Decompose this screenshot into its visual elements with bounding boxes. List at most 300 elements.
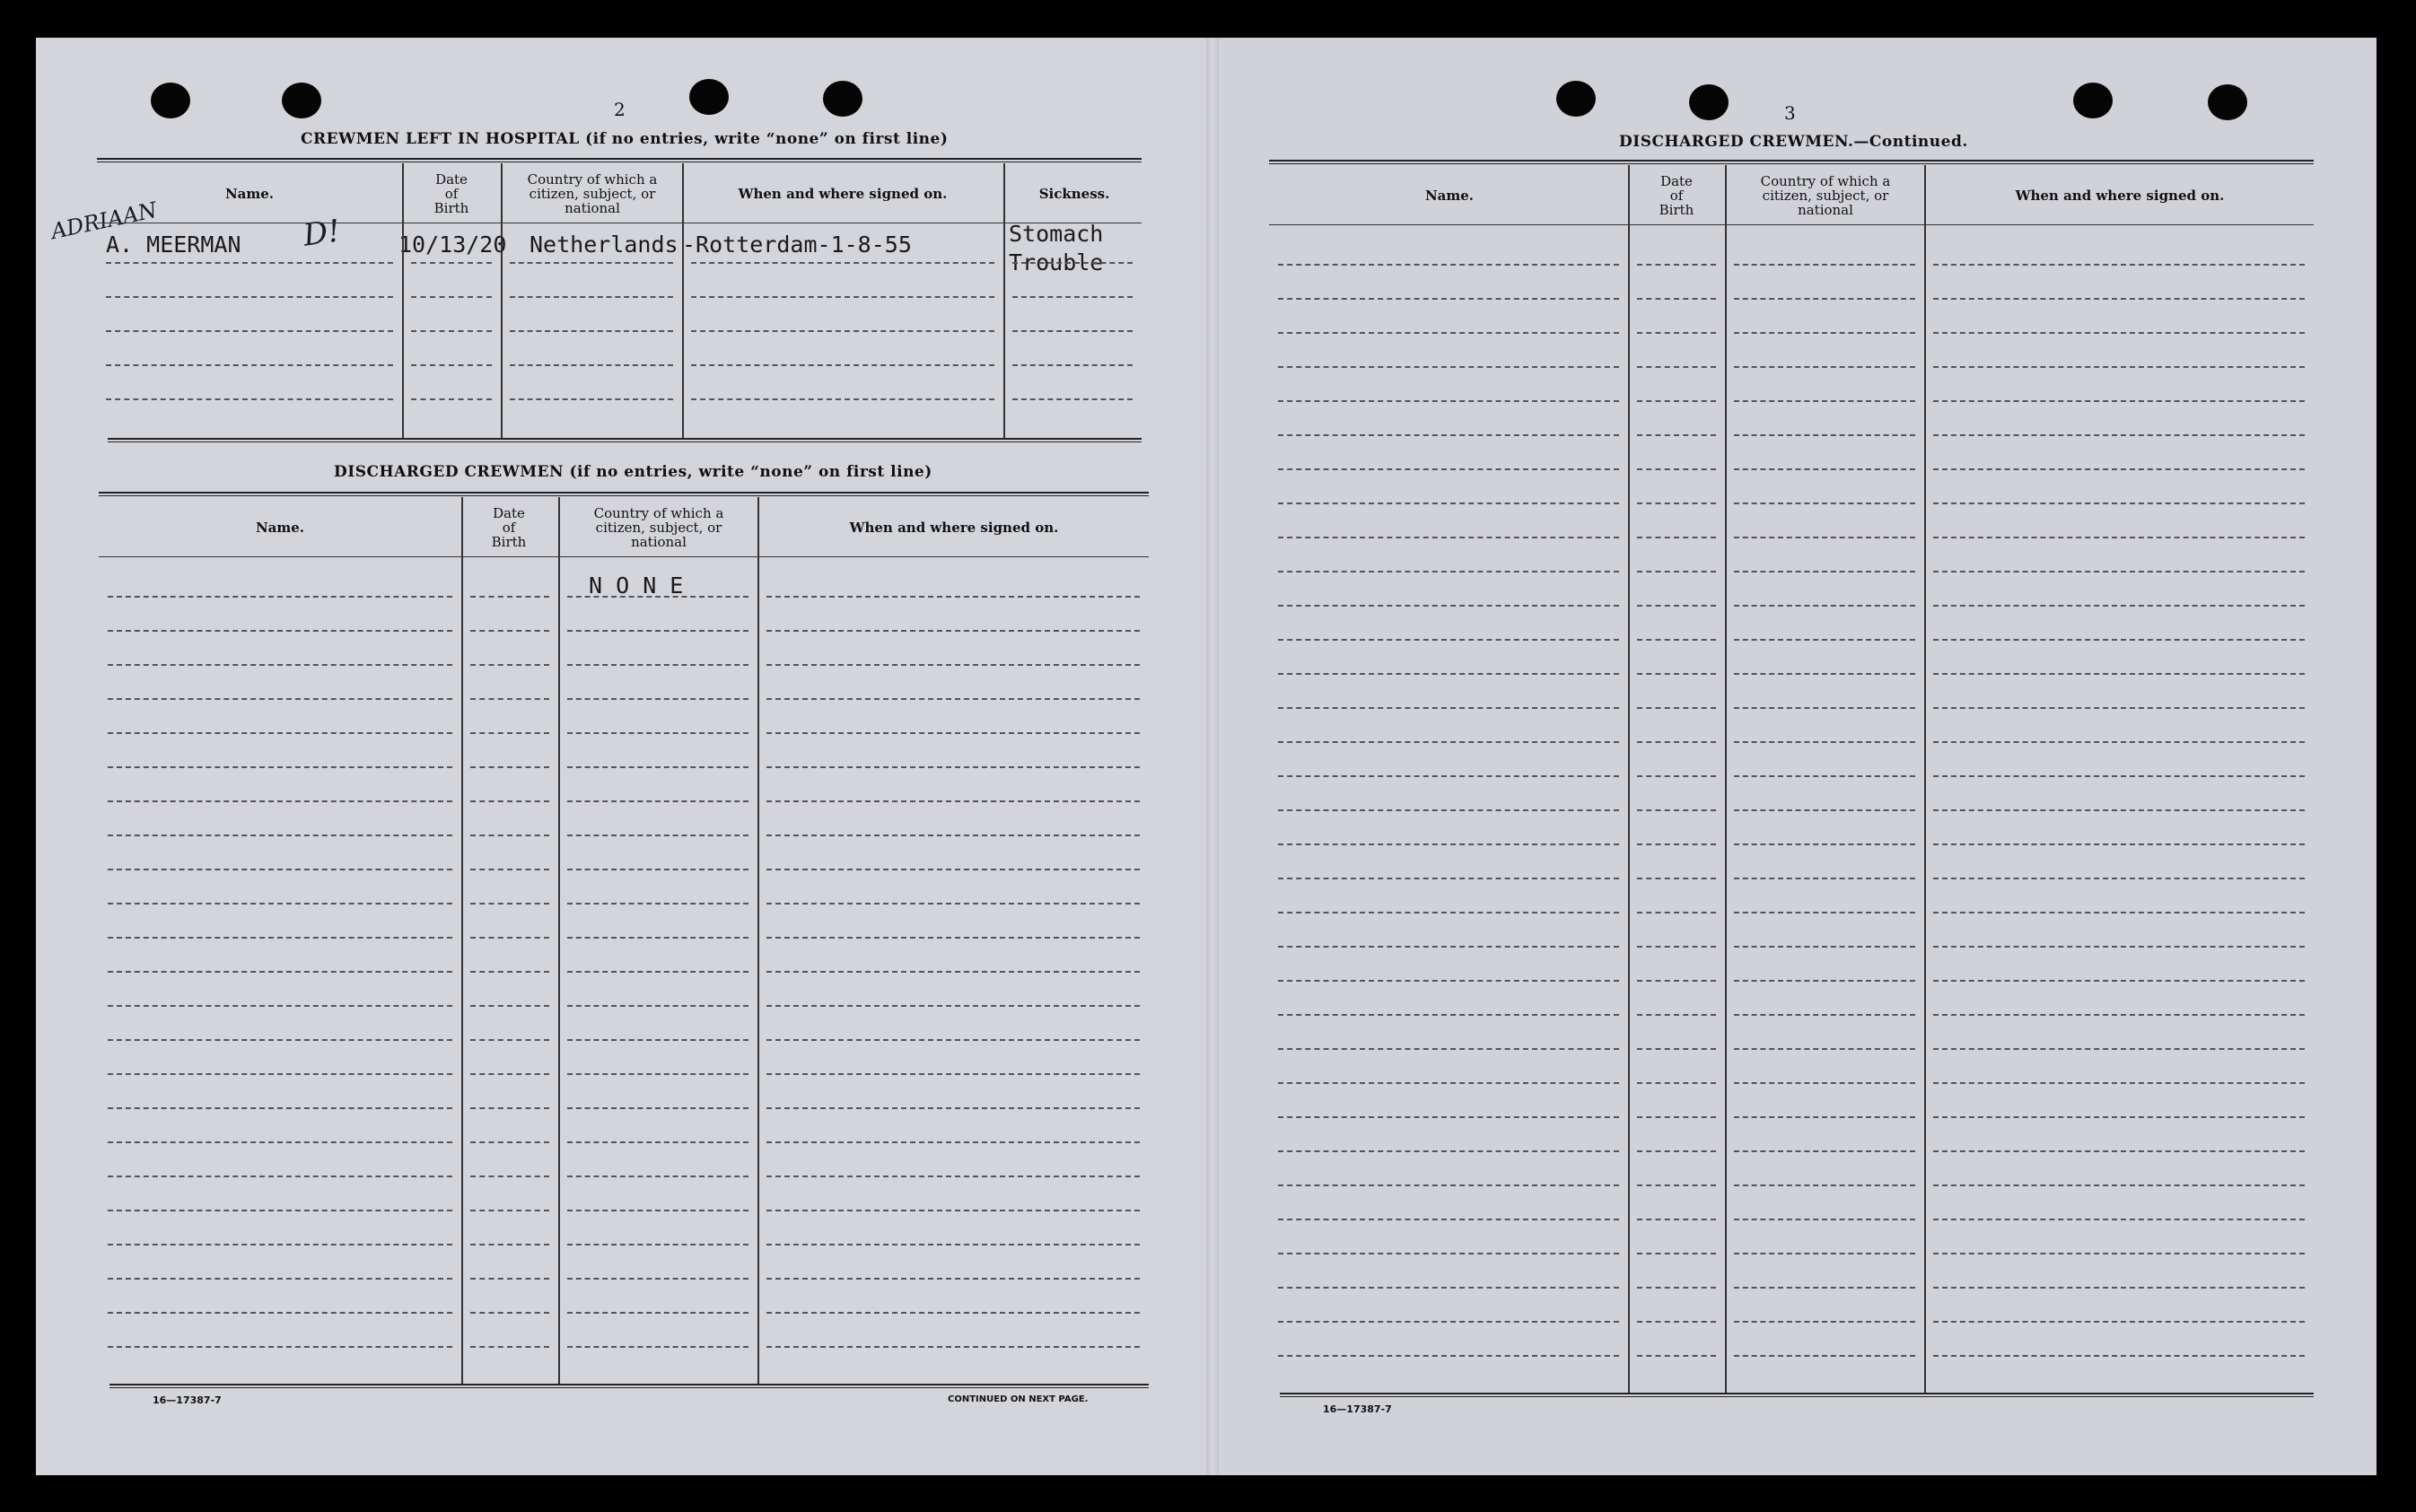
ruled-line bbox=[1734, 468, 1915, 470]
ruled-line bbox=[411, 330, 492, 332]
ruled-line bbox=[1734, 673, 1915, 675]
ruled-line bbox=[1734, 1321, 1915, 1323]
ruled-line bbox=[1637, 1014, 1716, 1016]
column-header-signed-on: When and where signed on. bbox=[2015, 188, 2225, 204]
ruled-line bbox=[510, 296, 673, 298]
ruled-line bbox=[106, 330, 393, 332]
ruled-line bbox=[567, 596, 748, 598]
column-divider bbox=[1628, 165, 1630, 1393]
ruled-line bbox=[567, 732, 748, 734]
ruled-line bbox=[1933, 1014, 2305, 1016]
ruled-line bbox=[108, 1107, 452, 1109]
ruled-line bbox=[470, 664, 549, 666]
punch-hole bbox=[2208, 84, 2247, 120]
ruled-line bbox=[1637, 298, 1716, 300]
ruled-line bbox=[1734, 946, 1915, 948]
ruled-line bbox=[691, 296, 994, 298]
dob-line: Birth bbox=[433, 200, 469, 216]
ruled-line bbox=[1933, 503, 2305, 504]
ruled-line bbox=[1933, 1150, 2305, 1152]
ruled-line bbox=[1278, 673, 1619, 675]
ruled-line bbox=[1734, 878, 1915, 879]
ruled-line bbox=[567, 903, 748, 905]
ruled-line bbox=[108, 664, 452, 666]
column-header-name: Name. bbox=[1424, 188, 1475, 204]
ruled-line bbox=[1278, 332, 1619, 334]
punch-hole bbox=[1689, 84, 1729, 120]
ruled-line bbox=[1278, 605, 1619, 607]
ruled-line bbox=[691, 330, 994, 332]
ruled-line bbox=[510, 398, 673, 400]
ruled-line bbox=[1734, 809, 1915, 811]
ruled-line bbox=[106, 364, 393, 366]
ruled-line bbox=[567, 1005, 748, 1007]
column-header-dob bbox=[402, 165, 501, 223]
ruled-line bbox=[1637, 1321, 1716, 1323]
ruled-line bbox=[470, 971, 549, 973]
ruled-line bbox=[1278, 298, 1619, 300]
ruled-line bbox=[1637, 400, 1716, 402]
ruled-line bbox=[1637, 605, 1716, 607]
ruled-line bbox=[1278, 1184, 1619, 1186]
ruled-line bbox=[1933, 468, 2305, 470]
ruled-line bbox=[470, 835, 549, 836]
ruled-line bbox=[766, 1039, 1140, 1041]
ruled-line bbox=[1637, 775, 1716, 777]
right-section-title: DISCHARGED CREWMEN.—Continued. bbox=[1619, 133, 1968, 151]
ruled-line bbox=[567, 766, 748, 768]
ruled-line bbox=[766, 1176, 1140, 1177]
ruled-line bbox=[1012, 364, 1133, 366]
ruled-line bbox=[1637, 946, 1716, 948]
ruled-line bbox=[1278, 775, 1619, 777]
punch-hole bbox=[282, 83, 321, 118]
ruled-line bbox=[766, 800, 1140, 802]
ruled-line bbox=[691, 398, 994, 400]
punch-hole bbox=[151, 83, 190, 118]
ruled-line bbox=[470, 766, 549, 768]
ruled-line bbox=[1734, 264, 1915, 266]
ruled-line bbox=[1637, 741, 1716, 743]
ruled-line bbox=[567, 869, 748, 870]
ruled-line bbox=[1278, 1219, 1619, 1220]
punch-hole bbox=[2073, 83, 2113, 118]
ruled-line bbox=[108, 903, 452, 905]
ruled-line bbox=[1278, 264, 1619, 266]
ruled-line bbox=[1734, 605, 1915, 607]
ruled-line bbox=[470, 1210, 549, 1211]
dob-line: Date bbox=[1660, 173, 1693, 189]
dob-line: Birth bbox=[1659, 202, 1694, 218]
ruled-line bbox=[766, 766, 1140, 768]
ruled-line bbox=[1278, 912, 1619, 913]
ruled-line bbox=[1012, 296, 1133, 298]
ruled-line bbox=[1278, 1287, 1619, 1289]
dob-line: Birth bbox=[491, 534, 527, 550]
ruled-line bbox=[411, 364, 492, 366]
ruled-line bbox=[470, 1073, 549, 1075]
ruled-line bbox=[1278, 468, 1619, 470]
ruled-line bbox=[1734, 843, 1915, 845]
ruled-line bbox=[1278, 980, 1619, 982]
ruled-line bbox=[106, 296, 393, 298]
ruled-line bbox=[1933, 366, 2305, 368]
ruled-line bbox=[1933, 980, 2305, 982]
dob-line: of bbox=[502, 520, 516, 536]
punch-hole bbox=[689, 79, 729, 115]
ruled-line bbox=[1734, 503, 1915, 504]
ruled-line bbox=[470, 630, 549, 632]
ruled-line bbox=[1637, 503, 1716, 504]
ruled-line bbox=[567, 1278, 748, 1280]
table-top-rule bbox=[97, 158, 1142, 162]
crewman-dob: 10/13/20 bbox=[398, 232, 507, 258]
ruled-line bbox=[108, 835, 452, 836]
ruled-line bbox=[567, 698, 748, 700]
ruled-line bbox=[1637, 1184, 1716, 1186]
ruled-line bbox=[567, 971, 748, 973]
ruled-line bbox=[1637, 707, 1716, 709]
ruled-line bbox=[1933, 332, 2305, 334]
ruled-line bbox=[108, 800, 452, 802]
ruled-line bbox=[108, 698, 452, 700]
ruled-line bbox=[106, 262, 393, 264]
country-line: Country of which a bbox=[1760, 173, 1891, 189]
ruled-line bbox=[1637, 1287, 1716, 1289]
ruled-line bbox=[1734, 1082, 1915, 1084]
ruled-line bbox=[567, 1073, 748, 1075]
ruled-line bbox=[567, 1039, 748, 1041]
country-line: citizen, subject, or bbox=[595, 520, 722, 536]
ruled-line bbox=[470, 903, 549, 905]
handwritten-first-name: ADRIAAN bbox=[48, 197, 160, 245]
discharged-section-title: DISCHARGED CREWMEN (if no entries, write “none” on first line) bbox=[334, 463, 932, 481]
ruled-line bbox=[1933, 1048, 2305, 1050]
ruled-line bbox=[1278, 843, 1619, 845]
ruled-line bbox=[691, 262, 994, 264]
column-divider bbox=[1725, 165, 1727, 1393]
ruled-line bbox=[470, 1141, 549, 1143]
ruled-line bbox=[1637, 639, 1716, 641]
ruled-line bbox=[1734, 707, 1915, 709]
ruled-line bbox=[567, 1141, 748, 1143]
ruled-line bbox=[1933, 1116, 2305, 1118]
dob-line: of bbox=[444, 186, 459, 202]
ruled-line bbox=[510, 364, 673, 366]
ruled-line bbox=[108, 971, 452, 973]
ruled-line bbox=[1637, 332, 1716, 334]
dob-line: Date bbox=[435, 171, 468, 188]
ruled-line bbox=[1278, 1253, 1619, 1254]
column-header-signed-on: When and where signed on. bbox=[849, 520, 1059, 536]
ruled-line bbox=[1278, 571, 1619, 572]
ruled-line bbox=[1637, 366, 1716, 368]
ruled-line bbox=[108, 1312, 452, 1314]
ruled-line bbox=[1734, 434, 1915, 436]
country-line: national bbox=[1798, 202, 1853, 218]
column-header-name: Name. bbox=[224, 186, 275, 202]
ruled-line bbox=[1278, 1321, 1619, 1323]
ruled-line bbox=[470, 800, 549, 802]
column-header-sickness: Sickness. bbox=[1038, 186, 1110, 202]
ruled-line bbox=[470, 1278, 549, 1280]
ruled-line bbox=[1278, 639, 1619, 641]
ruled-line bbox=[1933, 707, 2305, 709]
ruled-line bbox=[1734, 1355, 1915, 1357]
ruled-line bbox=[1637, 673, 1716, 675]
ruled-line bbox=[766, 1107, 1140, 1109]
ruled-line bbox=[1933, 298, 2305, 300]
ruled-line bbox=[108, 1005, 452, 1007]
ruled-line bbox=[766, 971, 1140, 973]
ruled-line bbox=[1637, 1116, 1716, 1118]
ruled-line bbox=[766, 937, 1140, 939]
ruled-line bbox=[108, 1176, 452, 1177]
ruled-line bbox=[1012, 262, 1133, 264]
ruled-line bbox=[766, 903, 1140, 905]
ruled-line bbox=[1933, 400, 2305, 402]
ruled-line bbox=[766, 1278, 1140, 1280]
ruled-line bbox=[470, 1312, 549, 1314]
form-number: 16—17387-7 bbox=[1323, 1403, 1392, 1415]
ruled-line bbox=[470, 596, 549, 598]
ruled-line bbox=[1278, 1048, 1619, 1050]
ruled-line bbox=[1933, 264, 2305, 266]
crewman-name: A. MEERMAN bbox=[106, 232, 241, 258]
ruled-line bbox=[108, 1141, 452, 1143]
ruled-line bbox=[1734, 537, 1915, 538]
ruled-line bbox=[766, 1073, 1140, 1075]
page-number: 2 bbox=[614, 99, 626, 120]
ruled-line bbox=[1637, 1219, 1716, 1220]
ruled-line bbox=[108, 732, 452, 734]
form-number: 16—17387-7 bbox=[153, 1394, 222, 1406]
ruled-line bbox=[411, 398, 492, 400]
ruled-line bbox=[1637, 571, 1716, 572]
ruled-line bbox=[1637, 1048, 1716, 1050]
ruled-line bbox=[1637, 264, 1716, 266]
country-line: national bbox=[565, 200, 620, 216]
ruled-line bbox=[470, 1107, 549, 1109]
ruled-line bbox=[1933, 809, 2305, 811]
ruled-line bbox=[567, 630, 748, 632]
ruled-line bbox=[1278, 741, 1619, 743]
ruled-line bbox=[108, 1346, 452, 1348]
ruled-line bbox=[1734, 1219, 1915, 1220]
ruled-line bbox=[1734, 298, 1915, 300]
ruled-line bbox=[470, 869, 549, 870]
ruled-line bbox=[1637, 1082, 1716, 1084]
handwritten-mark: D! bbox=[301, 213, 343, 254]
country-line: citizen, subject, or bbox=[1762, 188, 1889, 204]
ruled-line bbox=[1933, 1082, 2305, 1084]
ruled-line bbox=[766, 664, 1140, 666]
ruled-line bbox=[411, 296, 492, 298]
ruled-line bbox=[691, 364, 994, 366]
ruled-line bbox=[1734, 639, 1915, 641]
country-line: Country of which a bbox=[527, 171, 658, 188]
column-divider bbox=[558, 497, 560, 1384]
crewman-signed-on: -Rotterdam-1-8-55 bbox=[682, 232, 912, 258]
ruled-line bbox=[1278, 434, 1619, 436]
ruled-line bbox=[1637, 537, 1716, 538]
ruled-line bbox=[1278, 1082, 1619, 1084]
right-page bbox=[1212, 38, 2377, 1475]
ruled-line bbox=[567, 1346, 748, 1348]
ruled-line bbox=[1734, 571, 1915, 572]
header-rule bbox=[99, 556, 1149, 557]
ruled-line bbox=[1933, 571, 2305, 572]
ruled-line bbox=[1278, 946, 1619, 948]
ruled-line bbox=[766, 732, 1140, 734]
ruled-line bbox=[1278, 503, 1619, 504]
column-divider bbox=[501, 163, 503, 438]
ruled-line bbox=[766, 1210, 1140, 1211]
crewman-sickness: Stomach bbox=[1009, 221, 1104, 247]
ruled-line bbox=[1637, 1253, 1716, 1254]
ruled-line bbox=[766, 698, 1140, 700]
ruled-line bbox=[1278, 1355, 1619, 1357]
ruled-line bbox=[567, 835, 748, 836]
ruled-line bbox=[1734, 912, 1915, 913]
table-top-rule bbox=[1269, 160, 2314, 164]
page-gutter bbox=[1206, 38, 1219, 1475]
ruled-line bbox=[108, 1278, 452, 1280]
ruled-line bbox=[1734, 1253, 1915, 1254]
column-divider bbox=[1924, 165, 1926, 1393]
ruled-line bbox=[567, 1107, 748, 1109]
punch-hole bbox=[823, 81, 862, 117]
ruled-line bbox=[1637, 1355, 1716, 1357]
ruled-line bbox=[106, 398, 393, 400]
column-header-dob bbox=[461, 499, 556, 556]
column-header-dob bbox=[1630, 167, 1723, 224]
ruled-line bbox=[1278, 400, 1619, 402]
ruled-line bbox=[1933, 605, 2305, 607]
ruled-line bbox=[1637, 809, 1716, 811]
ruled-line bbox=[1012, 330, 1133, 332]
ruled-line bbox=[1278, 1150, 1619, 1152]
dob-line: of bbox=[1669, 188, 1684, 204]
column-divider bbox=[682, 163, 684, 438]
table-bottom-rule bbox=[1280, 1393, 2314, 1397]
ruled-line bbox=[470, 1176, 549, 1177]
ruled-line bbox=[766, 869, 1140, 870]
country-line: national bbox=[631, 534, 687, 550]
ruled-line bbox=[1637, 912, 1716, 913]
ruled-line bbox=[510, 330, 673, 332]
ruled-line bbox=[1734, 741, 1915, 743]
dob-line: Date bbox=[493, 505, 525, 521]
ruled-line bbox=[1278, 537, 1619, 538]
ruled-line bbox=[108, 937, 452, 939]
ruled-line bbox=[567, 664, 748, 666]
ruled-line bbox=[1734, 1184, 1915, 1186]
ruled-line bbox=[1734, 775, 1915, 777]
ruled-line bbox=[1278, 1116, 1619, 1118]
ruled-line bbox=[470, 1346, 549, 1348]
ruled-line bbox=[1734, 332, 1915, 334]
table-bottom-rule bbox=[109, 1384, 1149, 1388]
ruled-line bbox=[411, 262, 492, 264]
ruled-line bbox=[1734, 1287, 1915, 1289]
column-divider bbox=[757, 497, 759, 1384]
ruled-line bbox=[108, 1039, 452, 1041]
ruled-line bbox=[1278, 366, 1619, 368]
column-divider bbox=[461, 497, 463, 1384]
ruled-line bbox=[1278, 1014, 1619, 1016]
ruled-line bbox=[766, 1141, 1140, 1143]
ruled-line bbox=[766, 596, 1140, 598]
ruled-line bbox=[1933, 775, 2305, 777]
column-header-country bbox=[1727, 167, 1924, 224]
ruled-line bbox=[1637, 1150, 1716, 1152]
column-header-country bbox=[503, 165, 682, 223]
ruled-line bbox=[1933, 537, 2305, 538]
ruled-line bbox=[567, 1244, 748, 1245]
ruled-line bbox=[1933, 434, 2305, 436]
ruled-line bbox=[470, 937, 549, 939]
ruled-line bbox=[1278, 707, 1619, 709]
column-divider bbox=[1003, 163, 1005, 438]
ruled-line bbox=[567, 1210, 748, 1211]
ruled-line bbox=[510, 262, 673, 264]
ruled-line bbox=[1933, 673, 2305, 675]
ruled-line bbox=[1933, 1355, 2305, 1357]
ruled-line bbox=[766, 1005, 1140, 1007]
ruled-line bbox=[1734, 366, 1915, 368]
ruled-line bbox=[108, 869, 452, 870]
column-header-name: Name. bbox=[255, 520, 305, 536]
ruled-line bbox=[470, 1039, 549, 1041]
ruled-line bbox=[766, 1346, 1140, 1348]
ruled-line bbox=[470, 1244, 549, 1245]
ruled-line bbox=[1637, 980, 1716, 982]
ruled-line bbox=[1933, 1287, 2305, 1289]
ruled-line bbox=[1734, 1116, 1915, 1118]
ruled-line bbox=[1734, 1048, 1915, 1050]
page-number: 3 bbox=[1784, 102, 1796, 124]
ruled-line bbox=[1637, 468, 1716, 470]
ruled-line bbox=[1933, 912, 2305, 913]
table-top-rule bbox=[99, 492, 1149, 496]
ruled-line bbox=[108, 630, 452, 632]
ruled-line bbox=[1278, 878, 1619, 879]
ruled-line bbox=[567, 800, 748, 802]
ruled-line bbox=[108, 766, 452, 768]
ruled-line bbox=[1933, 741, 2305, 743]
country-line: citizen, subject, or bbox=[529, 186, 656, 202]
ruled-line bbox=[567, 1312, 748, 1314]
ruled-line bbox=[1933, 1321, 2305, 1323]
column-divider bbox=[402, 163, 404, 438]
ruled-line bbox=[108, 1244, 452, 1245]
ruled-line bbox=[1637, 878, 1716, 879]
ruled-line bbox=[567, 937, 748, 939]
country-line: Country of which a bbox=[593, 505, 724, 521]
ruled-line bbox=[1933, 1184, 2305, 1186]
ruled-line bbox=[766, 1244, 1140, 1245]
ruled-line bbox=[1933, 843, 2305, 845]
ruled-line bbox=[1734, 1014, 1915, 1016]
crewman-sickness: Trouble bbox=[1009, 249, 1104, 275]
ruled-line bbox=[1933, 878, 2305, 879]
ruled-line bbox=[766, 1312, 1140, 1314]
header-rule bbox=[1269, 224, 2314, 225]
punch-hole bbox=[1556, 81, 1596, 117]
ruled-line bbox=[567, 1176, 748, 1177]
none-entry: N O N E bbox=[589, 572, 684, 599]
